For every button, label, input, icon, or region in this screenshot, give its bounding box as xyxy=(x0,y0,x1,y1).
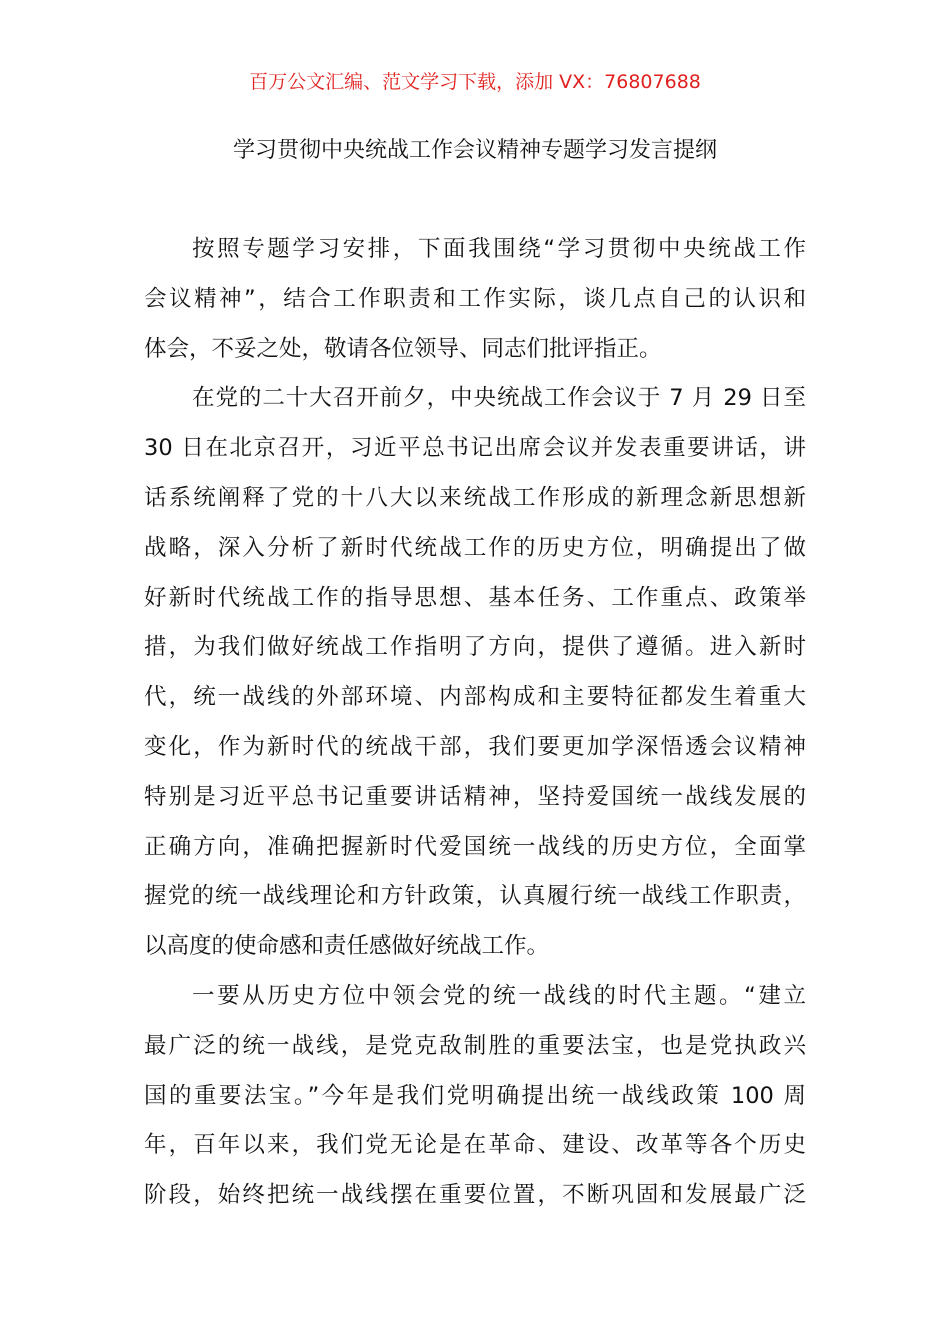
paragraph-line: 30 日在北京召开，习近平总书记出席会议并发表重要讲话，讲 xyxy=(144,435,806,462)
paragraph-line: 好新时代统战工作的指导思想、基本任务、工作重点、政策举 xyxy=(144,584,806,611)
paragraph-line: 体会，不妥之处，敬请各位领导、同志们批评指正。 xyxy=(144,335,662,362)
paragraph-line: 阶段，始终把统一战线摆在重要位置，不断巩固和发展最广泛 xyxy=(144,1182,806,1209)
paragraph xyxy=(144,972,806,1221)
document-title: 学习贯彻中央统战工作会议精神专题学习发言提纲 xyxy=(232,138,717,163)
paragraph-line: 按照专题学习安排，下面我围绕“学习贯彻中央统战工作 xyxy=(192,236,806,262)
document-body xyxy=(144,225,806,1221)
paragraph-line: 握党的统一战线理论和方针政策，认真履行统一战线工作职责， xyxy=(144,883,806,910)
paragraph-line: 一要从历史方位中领会党的统一战线的时代主题。“建立 xyxy=(192,982,806,1009)
paragraph-line: 最广泛的统一战线，是党克敌制胜的重要法宝，也是党执政兴 xyxy=(144,1032,806,1059)
paragraph-line: 代，统一战线的外部环境、内部构成和主要特征都发生着重大 xyxy=(144,684,806,711)
paragraph-line: 特别是习近平总书记重要讲话精神，坚持爱国统一战线发展的 xyxy=(144,783,806,810)
paragraph-line: 国的重要法宝。”今年是我们党明确提出统一战线政策 100 周 xyxy=(144,1082,806,1109)
paragraph-line: 在党的二十大召开前夕，中央统战工作会议于 7 月 29 日至 xyxy=(192,385,806,412)
paragraph-line: 话系统阐释了党的十八大以来统战工作形成的新理念新思想新 xyxy=(144,484,806,511)
paragraph-line: 正确方向，准确把握新时代爱国统一战线的历史方位，全面掌 xyxy=(144,833,806,860)
paragraph xyxy=(144,225,806,374)
paragraph-line: 战略，深入分析了新时代统战工作的历史方位，明确提出了做 xyxy=(144,534,806,561)
paragraph-line: 会议精神”，结合工作职责和工作实际，谈几点自己的认识和 xyxy=(144,285,806,312)
paragraph-line: 以高度的使命感和责任感做好统战工作。 xyxy=(144,933,550,960)
paragraph-line: 年，百年以来，我们党无论是在革命、建设、改革等各个历史 xyxy=(144,1132,806,1159)
paragraph xyxy=(144,374,806,972)
watermark-banner: 百万公文汇编、范文学习下载，添加 VX：76807688 xyxy=(249,71,701,93)
paragraph-line: 措，为我们做好统战工作指明了方向，提供了遵循。进入新时 xyxy=(144,634,806,661)
paragraph-line: 变化，作为新时代的统战干部，我们要更加学深悟透会议精神 xyxy=(144,733,806,760)
